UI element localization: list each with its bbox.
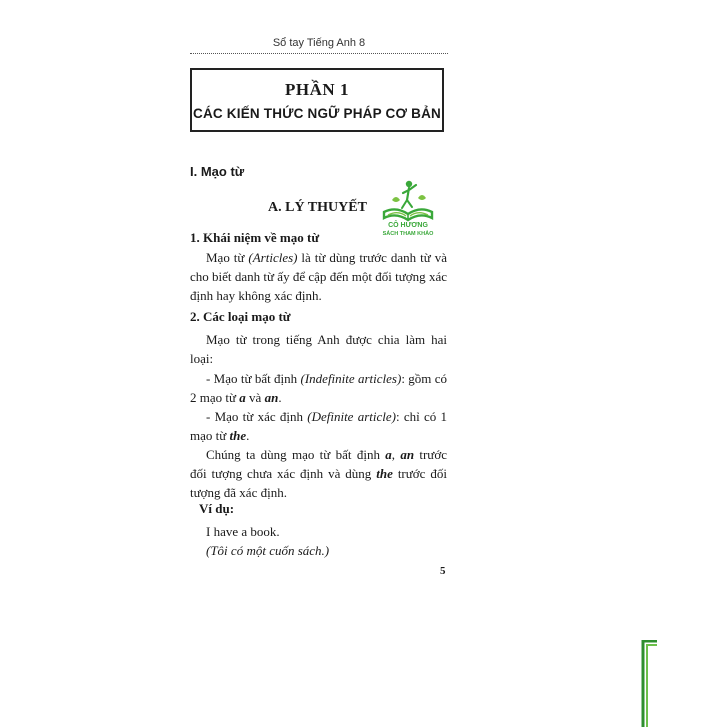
text: : chỉ có 1 mạo từ bbox=[190, 409, 448, 443]
text: - Mạo từ bất định bbox=[206, 371, 301, 386]
example-translation: (Tôi có một cuốn sách.) bbox=[206, 543, 330, 558]
subsection2-heading: 2. Các loại mạo từ bbox=[190, 309, 291, 324]
article-the: the bbox=[376, 466, 393, 481]
subsection1-heading: 1. Khái niệm về mạo từ bbox=[190, 230, 320, 245]
text: , bbox=[391, 447, 401, 462]
publisher-logo bbox=[378, 178, 438, 242]
header-divider bbox=[190, 53, 448, 54]
article-an: an bbox=[264, 390, 279, 405]
text: là từ dùng trước danh từ và cho biết danh từ ấy để cập đến một đối tượng xác định hay không xác định. bbox=[190, 250, 447, 303]
text: trước đối tượng đã xác định. bbox=[190, 466, 448, 500]
section-heading: I. Mạo từ bbox=[190, 164, 245, 179]
theory-heading: A. LÝ THUYẾT bbox=[268, 200, 367, 215]
part-title: PHẦN 1 bbox=[285, 80, 349, 99]
term-articles: (Articles) bbox=[248, 250, 298, 265]
indefinite-articles-paragraph bbox=[190, 369, 447, 407]
term-indefinite: (Indefinite articles) bbox=[300, 371, 402, 386]
text: trước đối tượng chưa xác định và dùng bbox=[190, 447, 447, 481]
running-head: Sổ tay Tiếng Anh 8 bbox=[272, 37, 366, 49]
text: Chúng ta dùng mạo từ bất định bbox=[206, 447, 386, 462]
logo-line1: CÔ HƯƠNG bbox=[388, 222, 428, 229]
article-a: a bbox=[239, 390, 246, 405]
page-number: 5 bbox=[440, 565, 446, 577]
text: . bbox=[278, 390, 282, 405]
article-a: a bbox=[385, 447, 392, 462]
article-types-intro: Mạo từ trong tiếng Anh được chia làm hai loại: bbox=[190, 332, 447, 366]
example-sentence: I have a book. bbox=[206, 524, 280, 539]
usage-paragraph bbox=[190, 445, 447, 502]
text: Mạo từ bbox=[206, 250, 249, 265]
part-subtitle: CÁC KIẾN THỨC NGỮ PHÁP CƠ BẢN bbox=[193, 106, 441, 121]
definite-article-paragraph bbox=[190, 407, 447, 445]
article-the: the bbox=[229, 428, 247, 443]
part-title-box bbox=[190, 68, 444, 132]
articles-definition-paragraph bbox=[190, 248, 447, 305]
logo-line2: SÁCH THAM KHẢO bbox=[382, 231, 434, 237]
example-label: Ví dụ: bbox=[199, 501, 235, 516]
text: . bbox=[246, 428, 250, 443]
text: : gồm có 2 mạo từ bbox=[190, 371, 448, 405]
term-definite: (Definite article) bbox=[307, 409, 396, 424]
article-an: an bbox=[400, 447, 415, 462]
text: và bbox=[245, 390, 265, 405]
text: - Mạo từ xác định bbox=[206, 409, 308, 424]
corner-bracket-decoration bbox=[641, 640, 659, 727]
